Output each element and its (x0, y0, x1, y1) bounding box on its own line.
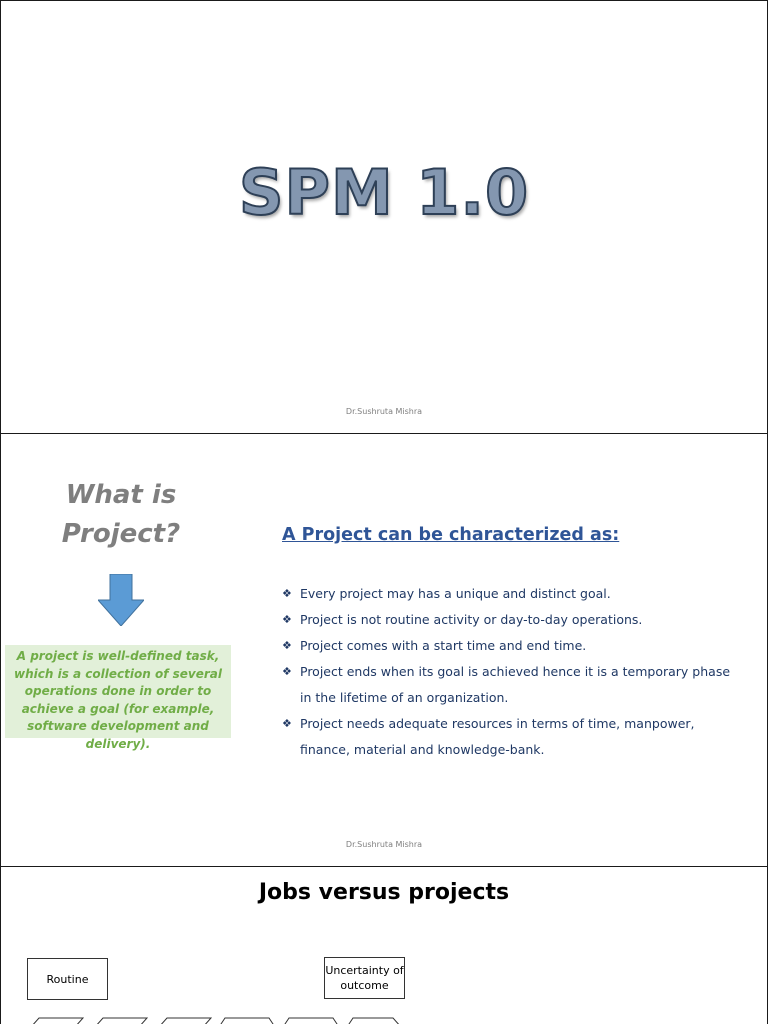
chevron-5 (283, 1018, 339, 1024)
routine-box: Routine (27, 958, 108, 1000)
diamond-bullet-icon: ❖ (282, 639, 292, 652)
characteristics-list (282, 581, 742, 763)
presentation-title: SPM 1.0 (238, 156, 530, 229)
down-arrow-icon (98, 574, 144, 626)
slide-footer: Dr.Sushruta Mishra (345, 840, 423, 849)
slide-jobs-vs-projects (0, 866, 768, 1024)
diamond-bullet-icon: ❖ (282, 665, 292, 678)
chevron-6 (347, 1018, 401, 1024)
chevron-3 (159, 1018, 211, 1024)
list-item: ❖ Every project may has a unique and distinct goal. (282, 581, 742, 607)
chevron-sequence (1, 1015, 768, 1024)
chevron-1 (31, 1018, 83, 1024)
uncertainty-box: Uncertainty of outcome (324, 957, 405, 999)
slide-what-is-project (0, 433, 768, 867)
list-item: ❖ Project comes with a start time and end time. (282, 633, 742, 659)
what-is-project-title: What is Project? (61, 480, 181, 549)
list-item: ❖ Project needs adequate resources in terms of time, manpower, finance, material and knowledge-bank. (282, 711, 742, 763)
chevron-4 (219, 1018, 275, 1024)
slide-title (0, 0, 768, 434)
diamond-bullet-icon: ❖ (282, 717, 292, 730)
project-definition-box: A project is well-defined task, which is a collection of several operations done in order to achieve a goal (for example, software development and delivery). (5, 645, 231, 738)
jobs-vs-projects-title: Jobs versus projects (258, 880, 510, 905)
diamond-bullet-icon: ❖ (282, 587, 292, 600)
chevron-2 (95, 1018, 147, 1024)
slide-footer: Dr.Sushruta Mishra (345, 407, 423, 416)
list-item: ❖ Project is not routine activity or day-to-day operations. (282, 607, 742, 633)
diamond-bullet-icon: ❖ (282, 613, 292, 626)
list-item: ❖ Project ends when its goal is achieved hence it is a temporary phase in the lifetime of an organization. (282, 659, 742, 711)
characterization-heading: A Project can be characterized as: (282, 525, 620, 545)
